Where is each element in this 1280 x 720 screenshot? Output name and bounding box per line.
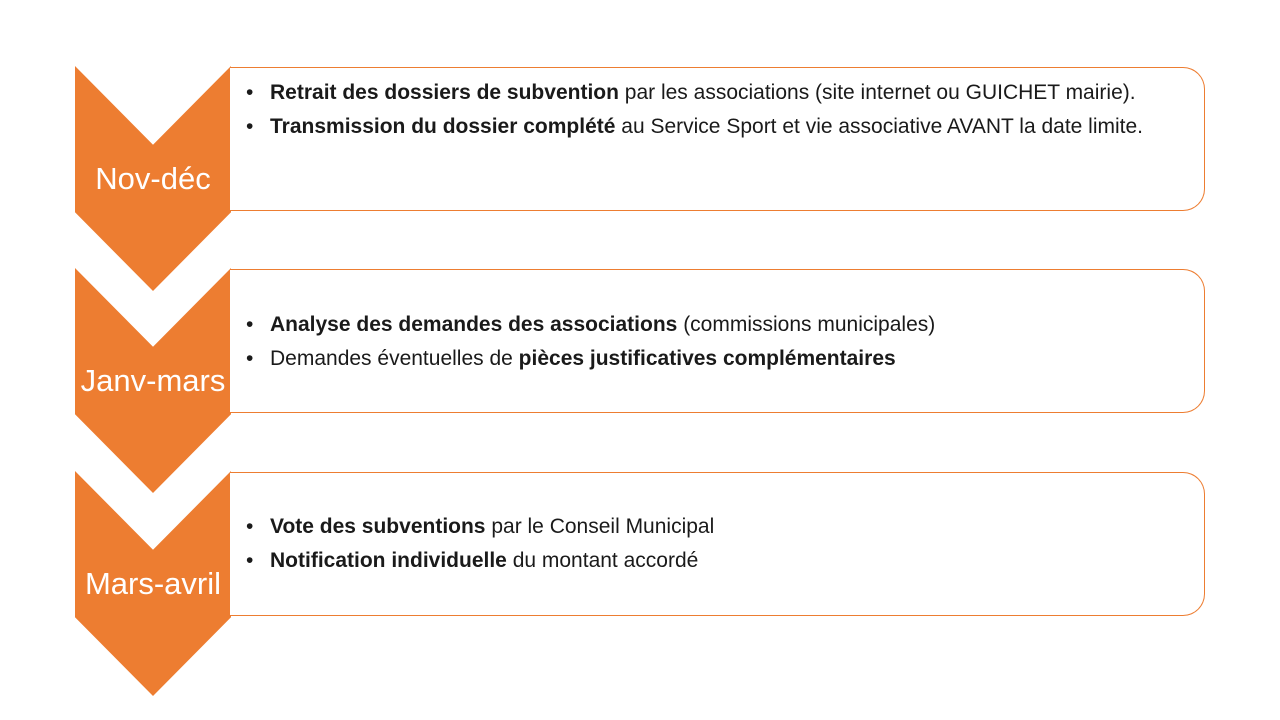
bullet-text: par les associations (site internet ou GUICHET mairie). <box>618 81 1136 104</box>
step-details-card <box>230 472 1205 616</box>
step-bullet-list <box>230 270 1204 373</box>
bullet-bold-text: Transmission du dossier complété <box>270 115 616 138</box>
bullet-item <box>270 78 1174 107</box>
bullet-bold-text: Retrait des dossiers de subvention <box>270 81 619 104</box>
step-details-card <box>230 67 1205 211</box>
bullet-bold-text: Notification individuelle <box>270 549 507 572</box>
bullet-bold-text: Analyse des demandes des associations <box>270 313 678 336</box>
process-step-nov-dec <box>0 66 1280 291</box>
bullet-text: (commissions municipales) <box>677 313 936 336</box>
step-period-label: Mars-avril <box>84 566 222 601</box>
bullet-text: au Service Sport et vie associative AVANT la date limite. <box>615 115 1144 138</box>
process-step-mars-avril <box>0 471 1280 696</box>
step-period-label: Nov-déc <box>95 161 211 196</box>
bullet-item <box>270 112 1174 141</box>
process-step-janv-mars <box>0 268 1280 493</box>
bullet-text: par le Conseil Municipal <box>485 515 715 538</box>
bullet-item <box>270 512 1174 541</box>
step-period-label: Janv-mars <box>80 363 226 398</box>
bullet-bold-text: Vote des subventions <box>270 515 486 538</box>
bullet-bold-text: pièces justificatives complémentaires <box>518 347 896 370</box>
bullet-item <box>270 344 1174 373</box>
step-bullet-list <box>230 68 1204 141</box>
bullet-item <box>270 546 1174 575</box>
step-bullet-list <box>230 473 1204 575</box>
bullet-text: du montant accordé <box>506 549 699 572</box>
step-details-card <box>230 269 1205 413</box>
bullet-item <box>270 310 1174 339</box>
bullet-text: Demandes éventuelles de <box>270 347 519 370</box>
